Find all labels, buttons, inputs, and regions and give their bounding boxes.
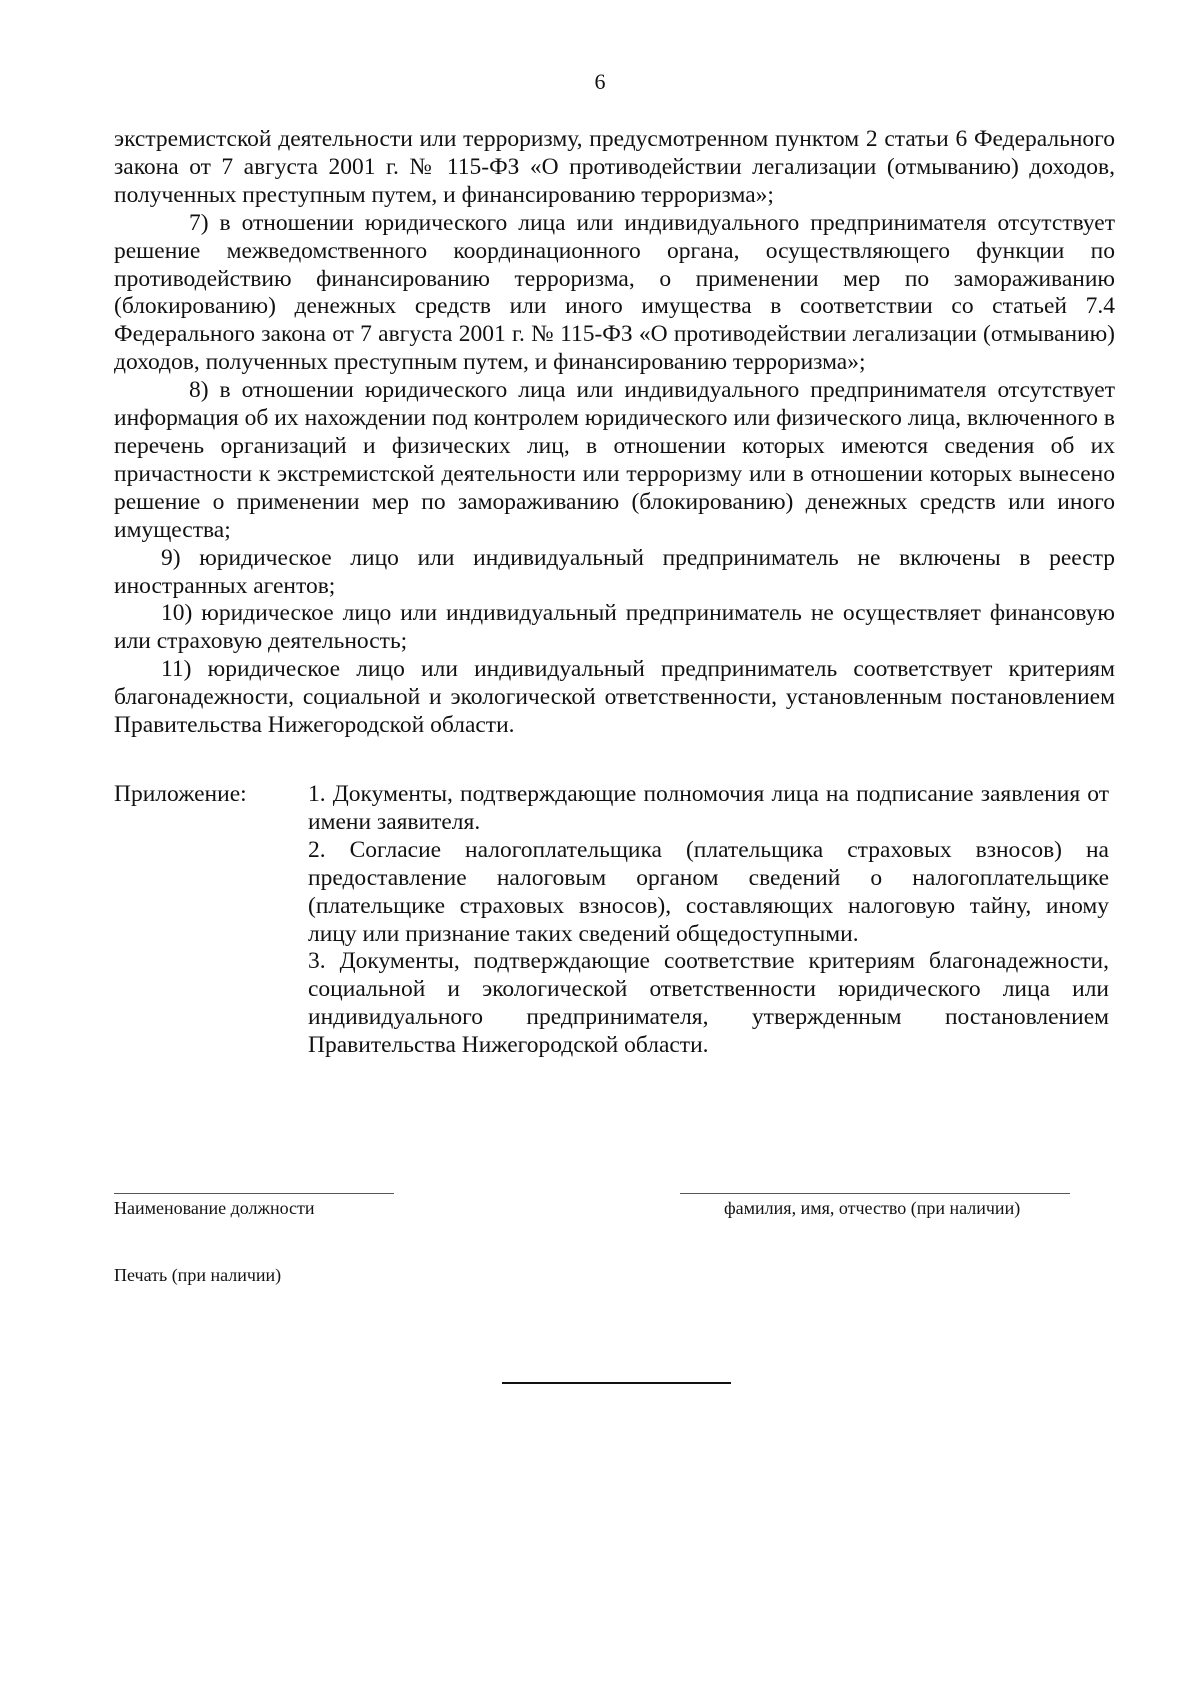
document-body [114,126,1115,740]
stamp-note: Печать (при наличии) [114,1265,282,1285]
name-signature-line [680,1193,1070,1194]
attachment-item-3: 3. Документы, подтверждающие соответствие критериям благонадежности, социальной и экологической ответственности юридического лица или индивидуального предпринимателя, утвержденным постановлением Правительства Нижегородской области. [308,948,1109,1059]
position-signature-line [114,1193,394,1194]
attachment-item-1: 1. Документы, подтверждающие полномочия лица на подписание заявления от имени заявителя. [308,781,1109,835]
position-caption: Наименование должности [114,1198,315,1218]
page-number: 6 [594,69,606,94]
paragraph-continuation: экстремистской деятельности или терроризму, предусмотренном пунктом 2 статьи 6 Федерального закона от 7 августа 2001 г. № 115-ФЗ «О противодействии легализации (отмыванию) доходов, полученных преступным путем, и финансированию терроризма»; [114,126,1115,208]
paragraph-item-11: 11) юридическое лицо или индивидуальный предприниматель соответствует критериям благонадежности, социальной и экологической ответственности, установленным постановлением Правительства Нижегородской области. [114,656,1115,739]
name-caption: фамилия, имя, отчество (при наличии) [724,1198,1021,1218]
attachment-item-2: 2. Согласие налогоплательщика (плательщика страховых взносов) на предоставление налоговым органом сведений о налогоплательщике (плательщике страховых взносов), составляющих налоговую тайну, иному лицу или признание таких сведений общедоступными. [308,836,1109,947]
attachments-list [308,781,1109,1060]
paragraph-item-7: 7) в отношении юридического лица или индивидуального предпринимателя отсутствует решение межведомственного координационного органа, осуществляющего функции по противодействию финансированию терроризма, о применении мер по замораживанию (блокированию) денежных средств или иного имущества в соответствии со статьей 7.4 Федерального закона от 7 августа 2001 г. № 115-ФЗ «О противодействии легализации (отмыванию) доходов, полученных преступным путем, и финансированию терроризма»; [114,209,1115,376]
attachments-label: Приложение: [114,781,247,807]
paragraph-item-10: 10) юридическое лицо или индивидуальный предприниматель не осуществляет финансовую или страховую деятельность; [114,600,1115,655]
end-of-document-rule [502,1382,731,1384]
paragraph-item-8: 8) в отношении юридического лица или индивидуального предпринимателя отсутствует информация об их нахождении под контролем юридического или физического лица, включенного в перечень организаций и физических лиц, в отношении которых имеются сведения об их причастности к экстремистской деятельности или терроризму или в отношении которых вынесено решение о применении мер по замораживанию (блокированию) денежных средств или иного имущества; [114,377,1115,543]
paragraph-item-9: 9) юридическое лицо или индивидуальный предприниматель не включены в реестр иностранных агентов; [114,544,1115,599]
attachments-section [114,781,1109,1060]
